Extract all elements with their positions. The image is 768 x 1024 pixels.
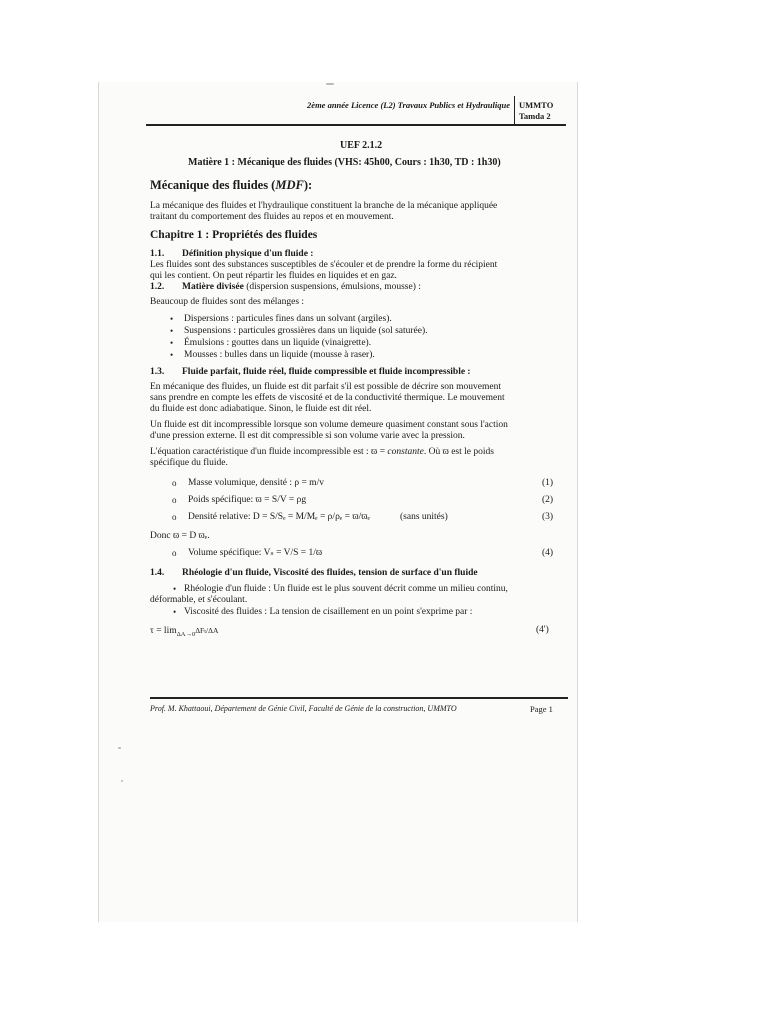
matiere-title: Matière 1 : Mécanique des fluides (VHS: 45h00, Cours : 1h30, TD : 1h30) — [188, 157, 501, 168]
body-line: qui les contient. On peut répartir les fluides en liquides et en gaz. — [150, 271, 397, 281]
bullet-dot: • — [170, 314, 174, 324]
equation-number: (4) — [542, 548, 554, 558]
equation-unit-note: (sans unités) — [400, 512, 448, 522]
bullet-item: Mousses : bulles dans un liquide (mousse à raser). — [184, 350, 375, 360]
circle-bullet: o — [172, 512, 177, 522]
section-title-rest: (dispersion suspensions, émulsions, mousse) : — [243, 282, 421, 292]
circle-bullet: o — [172, 478, 177, 488]
bullet-dot: • — [170, 326, 174, 336]
body-line: En mécanique des fluides, un fluide est dit parfait s'il est possible de décrire son mouvement — [150, 382, 502, 392]
equation-tau-fraction: ΔFₜ/ΔA — [195, 626, 219, 635]
bullet-item: Viscosité des fluides : La tension de cisaillement en un point s'exprime par : — [184, 607, 473, 617]
bullet-item: Suspensions : particules grossières dans un liquide (sol saturée). — [184, 326, 428, 336]
footer-author: Prof. M. Khattaoui, Département de Génie Civil, Faculté de Génie de la construction, UMMTO — [150, 704, 457, 713]
bullet-dot: • — [173, 584, 177, 594]
section-number: 1.4. — [150, 568, 165, 578]
header-institution-campus: Tamda 2 — [519, 111, 551, 121]
section-number: 1.3. — [150, 367, 165, 377]
scan-speck — [121, 780, 123, 782]
scan-speck — [118, 747, 121, 749]
section-title: Définition physique d'un fluide : — [182, 249, 314, 259]
section-1-1-heading — [150, 249, 313, 260]
equation-2: Poids spécifique: ϖ = S/V = ρg — [188, 495, 307, 505]
body-line: du fluide est donc adiabatique. Sinon, le fluide est dit réel. — [150, 404, 372, 414]
body-line: Les fluides sont des substances susceptibles de s'écouler et de prendre la forme du récipient — [150, 260, 498, 270]
equation-3: Densité relative: D = S/Sₑ = M/Mₑ = ρ/ρₑ = ϖ/ϖₑ — [188, 512, 370, 522]
circle-bullet: o — [172, 548, 177, 558]
equation-4: Volume spécifique: Vₛ = V/S = 1/ϖ — [188, 548, 323, 558]
body-line: déformable, et s'écoulant. — [150, 595, 248, 605]
equation-number: (3) — [542, 512, 554, 522]
bullet-item: Émulsions : gouttes dans un liquide (vinaigrette). — [184, 338, 372, 348]
section-number: 1.2. — [150, 282, 165, 292]
equation-text: L'équation caractéristique d'un fluide incompressible est : ϖ = — [150, 447, 388, 457]
section-1-4-heading — [150, 568, 478, 579]
intro-line: La mécanique des fluides et l'hydraulique constituent la branche de la mécanique appliquée — [150, 201, 498, 211]
body-line — [150, 447, 494, 458]
header-divider — [514, 96, 515, 124]
body-line: sans prendre en compte les effets de viscosité et de la conductivité thermique. Le mouvement — [150, 393, 505, 403]
bullet-item: Dispersions : particules fines dans un solvant (argiles). — [184, 314, 392, 324]
body-line: spécifique du fluide. — [150, 458, 228, 468]
footer-page-number: Page 1 — [530, 704, 553, 714]
equation-tau-lim: τ = lim — [150, 626, 177, 636]
bullet-item: Rhéologie d'un fluide : Un fluide est le plus souvent décrit comme un milieu continu, — [184, 584, 508, 594]
bullet-dot: • — [173, 607, 177, 617]
section-title: Matière divisée — [182, 282, 244, 292]
section-title: Fluide parfait, fluide réel, fluide compressible et fluide incompressible : — [182, 367, 471, 377]
equation-number: (2) — [542, 495, 554, 505]
section-number: 1.1. — [150, 249, 165, 259]
section-1-3-heading — [150, 367, 471, 378]
section-1-2-heading — [150, 282, 421, 293]
page-right-edge — [577, 82, 578, 922]
equation-1: Masse volumique, densité : ρ = m/v — [188, 478, 324, 488]
mdf-title — [150, 180, 312, 191]
equation-number: (1) — [542, 478, 554, 488]
bullet-dot: • — [170, 338, 174, 348]
header-institution-name: UMMTO — [519, 100, 554, 110]
header-rule — [146, 124, 566, 126]
header-institution — [519, 100, 553, 122]
intro-line: traitant du comportement des fluides au repos et en mouvement. — [150, 212, 394, 222]
mdf-title-suffix: ): — [303, 178, 313, 192]
body-line: Un fluide est dit incompressible lorsque son volume demeure quasiment constant sous l'action — [150, 420, 508, 430]
scan-speck — [326, 83, 334, 85]
body-line: d'une pression externe. Il est dit compressible si son volume varie avec la pression. — [150, 431, 465, 441]
bullet-dot: • — [170, 350, 174, 360]
section-title: Rhéologie d'un fluide, Viscosité des fluides, tension de surface d'un fluide — [182, 568, 478, 578]
circle-bullet: o — [172, 495, 177, 505]
uef-title: UEF 2.1.2 — [340, 140, 383, 151]
equation-tau — [150, 625, 218, 640]
header-course: 2ème année Licence (L2) Travaux Publics et Hydraulique — [307, 100, 510, 110]
equation-tau-sub: ΔA→0 — [176, 630, 196, 638]
body-line: Donc ϖ = D ϖₑ. — [150, 531, 210, 541]
body-line: Beaucoup de fluides sont des mélanges : — [150, 297, 305, 307]
equation-constant: constante — [387, 447, 424, 457]
mdf-title-abbr: MDF — [275, 178, 304, 192]
mdf-title-prefix: Mécanique des fluides ( — [150, 178, 276, 192]
equation-text: . Où ϖ est le poids — [423, 447, 494, 457]
page-left-edge — [98, 82, 99, 922]
footer-rule — [150, 697, 568, 699]
equation-number: (4') — [536, 625, 549, 635]
chapter-title: Chapitre 1 : Propriétés des fluides — [150, 229, 318, 241]
